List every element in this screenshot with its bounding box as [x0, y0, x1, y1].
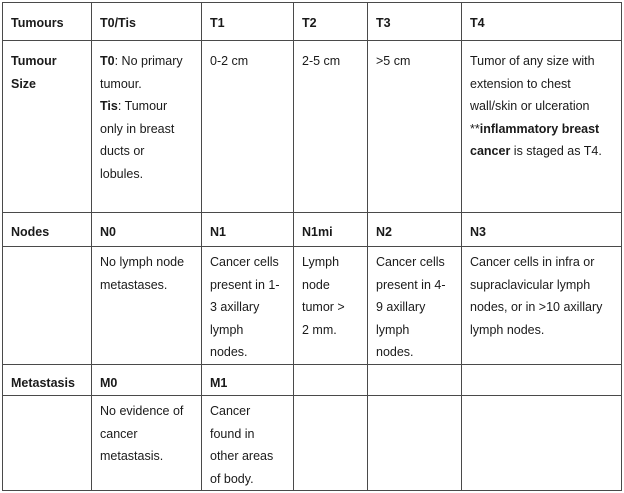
metastasis-m1-description: Cancer found in other areas of body. [202, 396, 294, 491]
nodes-empty-cell [3, 247, 92, 365]
nodes-n3-description: Cancer cells in infra or supraclavicular lymph nodes, or in >10 axillary lymph nodes. [462, 247, 622, 365]
tnm-staging-table [2, 2, 622, 491]
nodes-n1-header: N1 [202, 213, 294, 247]
nodes-label: Nodes [3, 213, 92, 247]
header-t0-tis: T0/Tis [92, 3, 202, 41]
tumour-size-label: Tumour Size [3, 41, 92, 213]
metastasis-empty-cell-3 [462, 396, 622, 491]
tumour-size-t2: 2-5 cm [294, 41, 368, 213]
nodes-n2-header: N2 [368, 213, 462, 247]
nodes-header-row [3, 213, 622, 247]
metastasis-empty-header-1 [294, 365, 368, 396]
nodes-n1mi-description: Lymph node tumor > 2 mm. [294, 247, 368, 365]
metastasis-label: Metastasis [3, 365, 92, 396]
tumour-size-t1: 0-2 cm [202, 41, 294, 213]
nodes-n1mi-header: N1mi [294, 213, 368, 247]
metastasis-empty-cell [3, 396, 92, 491]
header-t3: T3 [368, 3, 462, 41]
nodes-n2-description: Cancer cells present in 4- 9 axillary lymph nodes. [368, 247, 462, 365]
metastasis-empty-cell-1 [294, 396, 368, 491]
nodes-n1-description: Cancer cells present in 1- 3 axillary lymph nodes. [202, 247, 294, 365]
metastasis-m1-header: M1 [202, 365, 294, 396]
tumour-size-t3: >5 cm [368, 41, 462, 213]
metastasis-empty-header-3 [462, 365, 622, 396]
nodes-n0-header: N0 [92, 213, 202, 247]
metastasis-m0-description: No evidence of cancer metastasis. [92, 396, 202, 491]
tumour-size-t0-cell: T0: No primary tumour. Tis: Tumour only in breast ducts or lobules. [92, 41, 202, 213]
metastasis-empty-cell-2 [368, 396, 462, 491]
header-row [3, 3, 622, 41]
nodes-n0-description: No lymph node metastases. [92, 247, 202, 365]
header-t2: T2 [294, 3, 368, 41]
metastasis-m0-header: M0 [92, 365, 202, 396]
header-t4: T4 [462, 3, 622, 41]
header-tumours: Tumours [3, 3, 92, 41]
nodes-n3-header: N3 [462, 213, 622, 247]
tumour-size-row [3, 41, 622, 213]
tumour-size-t4-cell: Tumor of any size with extension to chest wall/skin or ulceration **inflammatory breast cancer is staged as T4. [462, 41, 622, 213]
metastasis-description-row [3, 396, 622, 491]
metastasis-empty-header-2 [368, 365, 462, 396]
header-t1: T1 [202, 3, 294, 41]
nodes-description-row [3, 247, 622, 365]
metastasis-header-row [3, 365, 622, 396]
